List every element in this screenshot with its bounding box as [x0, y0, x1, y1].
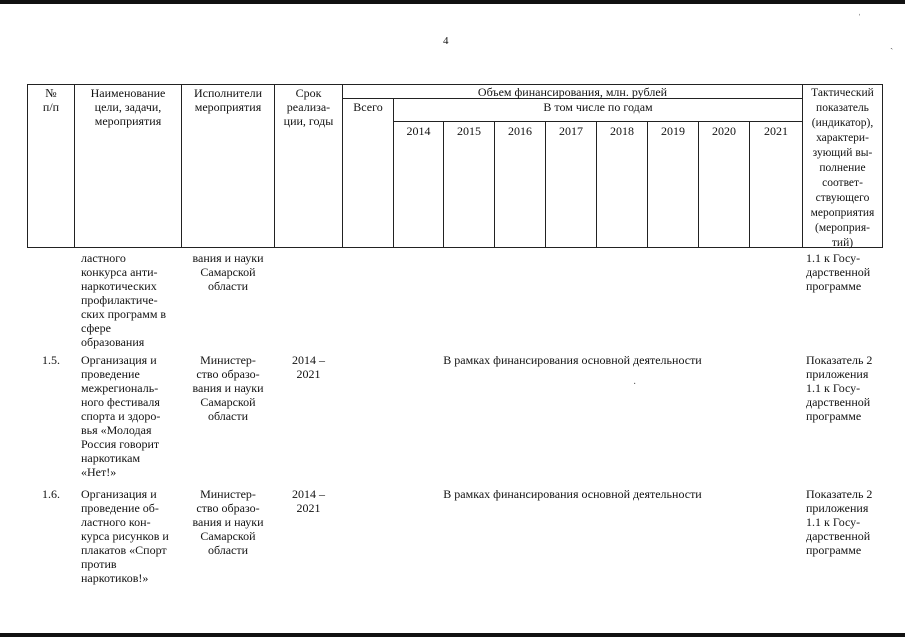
row-executor: Министер- ство образо- вания и науки Самарской области — [192, 353, 264, 423]
header-year: 2021 — [764, 124, 788, 138]
header-by-years: В том числе по годам — [543, 100, 653, 114]
row-num: 1.5. — [42, 353, 60, 367]
header-term: Срок реализа- ции, годы — [283, 86, 334, 128]
row-term: 2014 – 2021 — [292, 487, 325, 515]
row-funding: В рамках финансирования основной деятельности — [443, 353, 702, 367]
row-name: Организация и проведение межрегиональ- ного фестиваля спорта и здоро- вья «Молодая Россия говорит наркотикам «Нет!» — [81, 353, 161, 479]
scan-border-bottom — [0, 633, 905, 637]
scan-speck: ˈ — [858, 13, 862, 24]
header-executors: Исполнители мероприятия — [193, 86, 263, 114]
header-year: 2015 — [457, 124, 481, 138]
header-indicator: Тактический показатель (индикатор), характери- зующий вы- полнение соответ- ствующего мероприятия (мероприя- тий) — [810, 87, 875, 249]
header-name: Наименование цели, задачи, мероприятия — [90, 86, 166, 128]
header-year: 2016 — [508, 124, 532, 138]
scan-speck: ˏ — [890, 39, 894, 50]
row-executor: Министер- ство образо- вания и науки Самарской области — [192, 487, 264, 557]
row-indicator: Показатель 2 приложения 1.1 к Госу- дарственной программе — [806, 353, 873, 423]
header-year: 2018 — [610, 124, 634, 138]
row-name: ластного конкурса анти- наркотических профилактиче- ских программ в сфере образования — [81, 251, 167, 349]
header-total: Всего — [353, 100, 383, 114]
header-year: 2017 — [559, 124, 583, 138]
row-indicator: Показатель 2 приложения 1.1 к Госу- дарственной программе — [806, 487, 873, 557]
header-year: 2020 — [712, 124, 736, 138]
page-number: 4 — [443, 35, 449, 47]
header-year: 2014 — [406, 124, 431, 138]
row-indicator: 1.1 к Госу- дарственной программе — [806, 251, 871, 293]
header-year: 2019 — [661, 124, 685, 138]
scan-border-top — [0, 0, 905, 4]
row-num: 1.6. — [42, 487, 60, 501]
scan-speck: · — [633, 379, 637, 390]
row-term: 2014 – 2021 — [292, 353, 325, 381]
header-num: № п/п — [42, 86, 60, 114]
row-name: Организация и проведение об- ластного кон- курса рисунков и плакатов «Спорт против наркотиков!» — [81, 487, 169, 585]
row-executor: вания и науки Самарской области — [192, 251, 264, 293]
header-funding: Объем финансирования, млн. рублей — [477, 85, 668, 99]
row-funding: В рамках финансирования основной деятельности — [443, 487, 702, 501]
